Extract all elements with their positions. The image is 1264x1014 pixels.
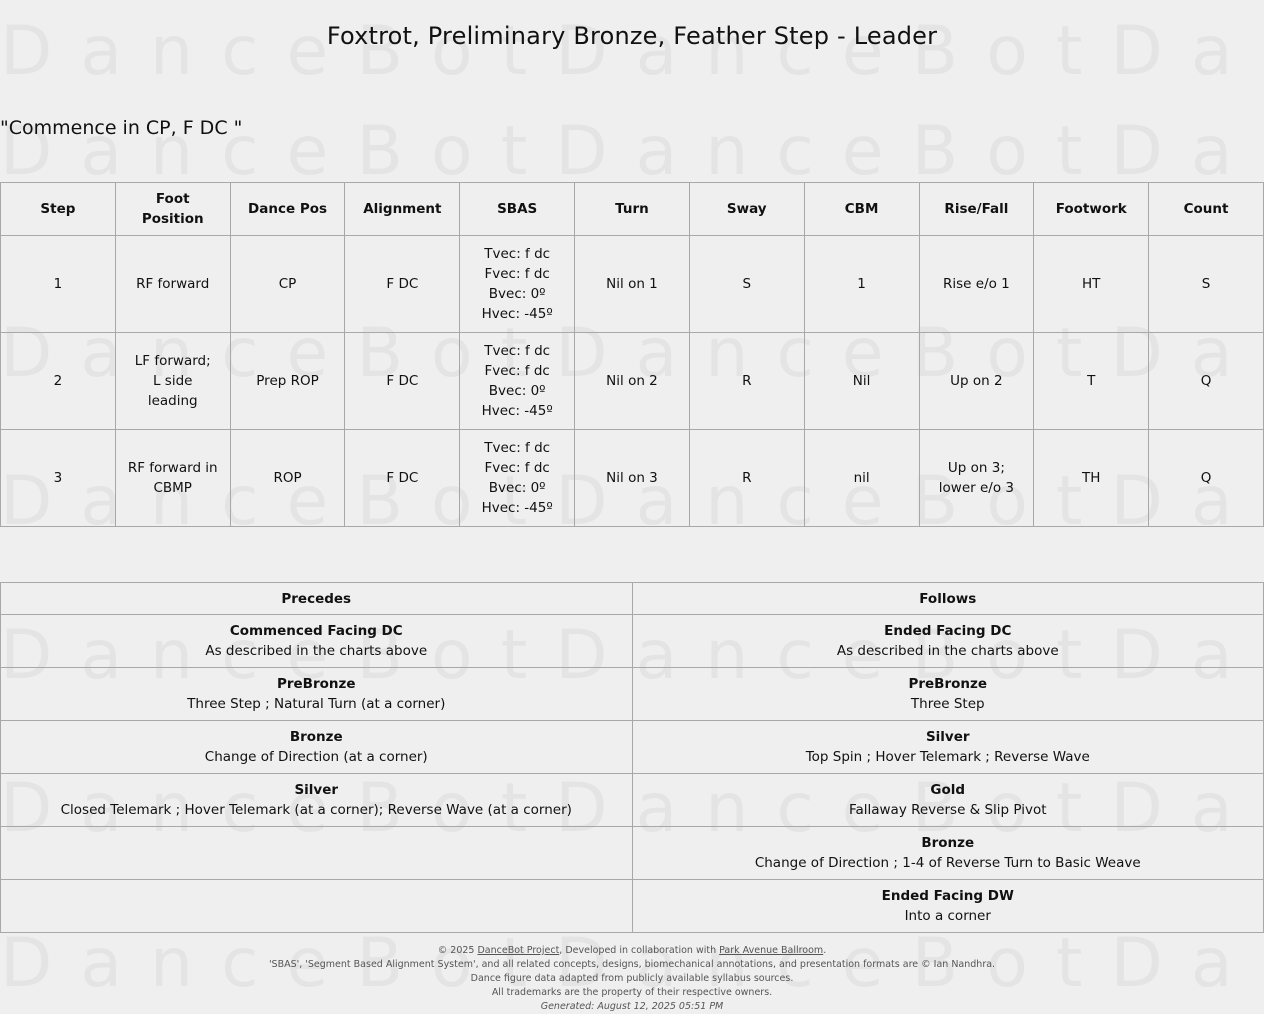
cell-count: Q <box>1149 333 1264 430</box>
follows-cell <box>632 668 1264 721</box>
header-sway: Sway <box>689 183 804 236</box>
sbas-hvec: Hvec: -45º <box>481 403 553 419</box>
cell-footwork: T <box>1034 333 1149 430</box>
follows-figures: Change of Direction ; 1-4 of Reverse Turn to Basic Weave <box>754 855 1141 871</box>
cell-rise-fall: Rise e/o 1 <box>919 236 1034 333</box>
header-dance-pos: Dance Pos <box>230 183 345 236</box>
sbas-tvec: Tvec: f dc <box>484 343 551 359</box>
cell-footwork: HT <box>1034 236 1149 333</box>
header-footwork: Footwork <box>1034 183 1149 236</box>
precedes-level: Bronze <box>289 729 343 745</box>
step-row <box>1 333 1264 430</box>
cell-turn: Nil on 3 <box>575 430 690 527</box>
cell-cbm: Nil <box>804 333 919 430</box>
precedes-cell <box>1 721 633 774</box>
sbas-fvec: Fvec: f dc <box>484 460 550 476</box>
cell-dance-pos: CP <box>230 236 345 333</box>
precedes-cell <box>1 774 633 827</box>
footer-generated: Generated: August 12, 2025 05:51 PM <box>540 1001 724 1012</box>
follows-cell <box>632 880 1264 933</box>
sbas-bvec: Bvec: 0º <box>488 480 546 496</box>
cell-alignment: F DC <box>345 236 460 333</box>
page-title: Foxtrot, Preliminary Bronze, Feather Step - Leader <box>326 22 938 50</box>
cell-step: 1 <box>1 236 116 333</box>
precedes-cell <box>1 827 633 880</box>
dancebot-project-link[interactable]: DanceBot Project <box>477 945 560 956</box>
cell-sbas <box>460 236 575 333</box>
follows-figures: As described in the charts above <box>836 643 1059 659</box>
follows-level: Ended Facing DW <box>881 888 1014 904</box>
cell-count: Q <box>1149 430 1264 527</box>
cell-step: 2 <box>1 333 116 430</box>
sbas-tvec: Tvec: f dc <box>484 440 551 456</box>
precedes-cell <box>1 615 633 668</box>
precedes-figures: Three Step ; Natural Turn (at a corner) <box>187 696 446 712</box>
cell-rise-fall: Up on 3; lower e/o 3 <box>919 430 1034 527</box>
header-foot-position: Foot Position <box>115 183 230 236</box>
follows-cell <box>632 827 1264 880</box>
sbas-hvec: Hvec: -45º <box>481 500 553 516</box>
sbas-tvec: Tvec: f dc <box>484 246 551 262</box>
follows-level: PreBronze <box>908 676 988 692</box>
cell-rise-fall: Up on 2 <box>919 333 1034 430</box>
cell-sway: S <box>689 236 804 333</box>
cell-alignment: F DC <box>345 430 460 527</box>
steps-header-row <box>1 183 1264 236</box>
cell-step: 3 <box>1 430 116 527</box>
steps-table <box>0 182 1264 527</box>
footer <box>0 944 1264 1014</box>
follows-level: Gold <box>930 782 966 798</box>
commence-heading: "Commence in CP, F DC " <box>0 117 243 139</box>
cell-count: S <box>1149 236 1264 333</box>
cell-sway: R <box>689 333 804 430</box>
follows-figures: Fallaway Reverse & Slip Pivot <box>848 802 1047 818</box>
header-cbm: CBM <box>804 183 919 236</box>
cell-sbas <box>460 333 575 430</box>
cell-sway: R <box>689 430 804 527</box>
follows-figures: Into a corner <box>904 908 991 924</box>
links-row <box>1 880 1264 933</box>
footer-collab-suffix: . <box>823 945 827 956</box>
follows-figures: Top Spin ; Hover Telemark ; Reverse Wave <box>805 749 1090 765</box>
header-step: Step <box>1 183 116 236</box>
cell-footwork: TH <box>1034 430 1149 527</box>
follows-cell <box>632 774 1264 827</box>
links-row <box>1 827 1264 880</box>
cell-foot-position: RF forward in CBMP <box>115 430 230 527</box>
cell-cbm: 1 <box>804 236 919 333</box>
footer-copyright-line <box>0 944 1264 958</box>
header-precedes: Precedes <box>1 583 633 615</box>
precedes-figures: Closed Telemark ; Hover Telemark (at a corner); Reverse Wave (at a corner) <box>60 802 572 818</box>
follows-level: Ended Facing DC <box>884 623 1012 639</box>
precedes-figures: Change of Direction (at a corner) <box>204 749 428 765</box>
header-sbas: SBAS <box>460 183 575 236</box>
precedes-cell <box>1 880 633 933</box>
links-row <box>1 615 1264 668</box>
header-turn: Turn <box>575 183 690 236</box>
sbas-fvec: Fvec: f dc <box>484 363 550 379</box>
header-rise-fall: Rise/Fall <box>919 183 1034 236</box>
header-follows: Follows <box>632 583 1264 615</box>
precedes-follows-table <box>0 582 1264 933</box>
sbas-hvec: Hvec: -45º <box>481 306 553 322</box>
cell-sbas <box>460 430 575 527</box>
cell-turn: Nil on 2 <box>575 333 690 430</box>
precedes-level: Silver <box>294 782 339 798</box>
step-row <box>1 430 1264 527</box>
follows-cell <box>632 615 1264 668</box>
cell-dance-pos: Prep ROP <box>230 333 345 430</box>
step-row <box>1 236 1264 333</box>
precedes-cell <box>1 668 633 721</box>
links-header-row <box>1 583 1264 615</box>
header-count: Count <box>1149 183 1264 236</box>
precedes-figures: As described in the charts above <box>205 643 428 659</box>
cell-turn: Nil on 1 <box>575 236 690 333</box>
footer-sbas-notice: 'SBAS', 'Segment Based Alignment System', and all related concepts, designs, biomechanical annotations, and presentation formats are © Ian Nandhra. <box>268 959 996 970</box>
follows-figures: Three Step <box>910 696 985 712</box>
follows-level: Silver <box>925 729 970 745</box>
cell-cbm: nil <box>804 430 919 527</box>
links-row <box>1 774 1264 827</box>
sbas-bvec: Bvec: 0º <box>488 383 546 399</box>
links-row <box>1 721 1264 774</box>
cell-alignment: F DC <box>345 333 460 430</box>
cell-foot-position: LF forward; L side leading <box>115 333 230 430</box>
cell-foot-position: RF forward <box>115 236 230 333</box>
follows-level: Bronze <box>921 835 975 851</box>
precedes-level: Commenced Facing DC <box>229 623 403 639</box>
footer-copyright: © 2025 <box>437 945 478 956</box>
precedes-level: PreBronze <box>276 676 356 692</box>
park-avenue-ballroom-link[interactable]: Park Avenue Ballroom <box>719 945 824 956</box>
footer-trademarks: All trademarks are the property of their respective owners. <box>491 987 773 998</box>
cell-dance-pos: ROP <box>230 430 345 527</box>
links-row <box>1 668 1264 721</box>
sbas-bvec: Bvec: 0º <box>488 286 546 302</box>
footer-data-source: Dance figure data adapted from publicly available syllabus sources. <box>470 973 794 984</box>
header-alignment: Alignment <box>345 183 460 236</box>
follows-cell <box>632 721 1264 774</box>
footer-collab-text: , Developed in collaboration with <box>559 945 720 956</box>
sbas-fvec: Fvec: f dc <box>484 266 550 282</box>
